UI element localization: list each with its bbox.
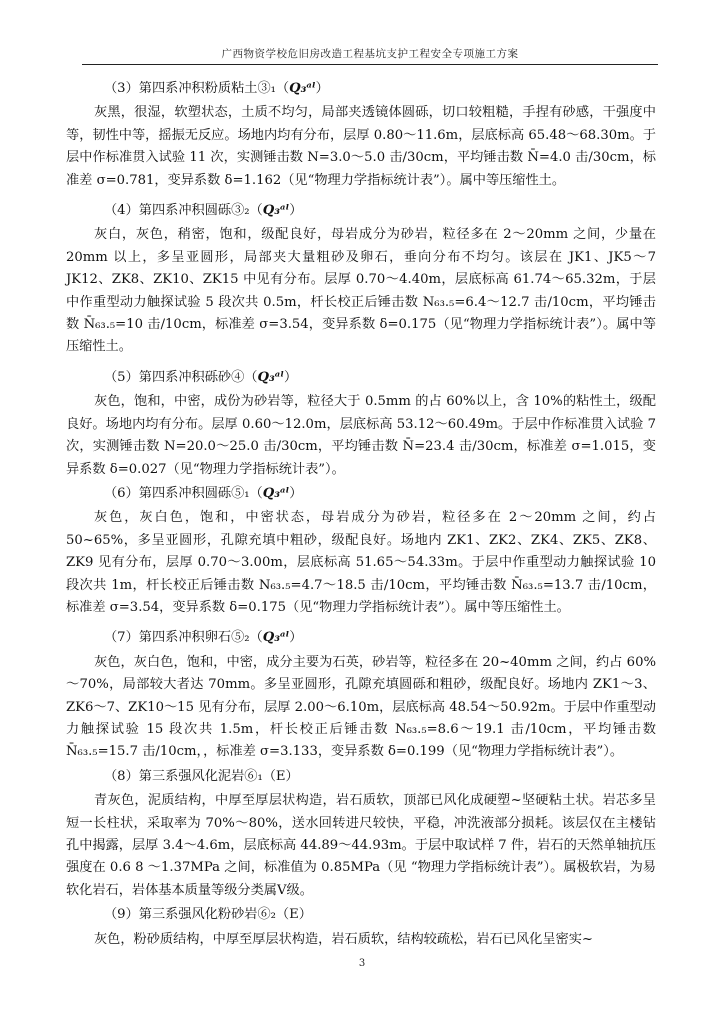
section-heading-7: （7）第四系冲积卵石⑤₂（Q₃ᵃˡ） <box>104 630 303 646</box>
section-paragraph-8: 青灰色，泥质结构，中厚至厚层状构造，岩石质软，顶部已风化成硬塑~坚硬粘土状。岩芯多呈短一长柱状，采取率为 70%～80%，送水回转进尺较快，平稳，冲洗液部分损耗。该层仅在主楼钻孔中揭露，层厚 3.4～4.6m，层底标高 44.89～44.93m。于层中取试样 7 件，岩石的天然单轴抗压强度在 0.6 8 ～1.37MPa 之间，标准值为 0.85MPa（见 “物理力学指标统计表”）。属极软岩，为易软化岩石，岩体基本质量等级分类属Ⅴ级。 <box>66 793 656 898</box>
geologic-symbol: Q₃ᵃˡ <box>289 81 316 96</box>
section-paragraph-7: 灰色，灰白色，饱和，中密，成分主要为石英，砂岩等，粒径多在 20~40mm 之间，约占 60%～70%，局部较大者达 70mm。多呈亚圆形，孔隙充填圆砾和粗砂，级配良好。场地内 ZK1～3、ZK6～7、ZK10～15 见有分布，层厚 2.00～6.10m，层底标高 48.54～50.92m。于层中作重型动力触探试验 15 段次共 1.5m，杆长校正后锤击数 N₆₃.₅=8.6～19.1 击/10cm，平均锤击数 N̄₆₃.₅=15.7 击/10cm，，标准差 σ=3.133，变异系数 δ=0.199（见“物理力学指标统计表”）。 <box>66 654 656 760</box>
section-paragraph-5: 灰色，饱和，中密，成份为砂岩等，粒径大于 0.5mm 的占 60%以上，含 10%的粘性土，级配良好。场地内均有分布。层厚 0.60～12.0m，层底标高 53.12～60.49m。于层中作标准贯入试验 7 次，实测锤击数 N=20.0～25.0 击/30cm，平均锤击数 N̄=23.4 击/30cm，标准差 σ=1.015，变异系数 δ=0.027（见“物理力学指标统计表”）。 <box>66 394 656 477</box>
document-body <box>66 76 656 951</box>
section-paragraph-4: 灰白，灰色，稍密，饱和，级配良好，母岩成分为砂岩，粒径多在 2～20mm 之间，少量在 20mm 以上，多呈亚圆形，局部夹大量粗砂及卵石，垂向分布不均匀。该层在 JK1、JK5～7 JK12、ZK8、ZK10、ZK15 中见有分布。层厚 0.70～4.40m，层底标高 61.74～65.32m，于层中作重型动力触探试验 5 段次共 0.5m，杆长校正后锤击数 N₆₃.₅=6.4～12.7 击/10cm，平均锤击数 N̄₆₃.₅=10 击/10cm，标准差 σ=3.54，变异系数 δ=0.175（见“物理力学指标统计表”）。属中等压缩性土。 <box>66 227 656 355</box>
page-number: 3 <box>358 958 366 969</box>
section-paragraph-9: 灰色，粉砂质结构，中厚至厚层状构造，岩石质软，结构较疏松，岩石已风化呈密实~ <box>94 931 593 947</box>
header-rule <box>82 64 658 65</box>
section-heading-5: （5）第四系冲积砾砂④（Q₃ᵃˡ） <box>104 369 298 385</box>
section-heading-8: （8）第三系强风化泥岩⑥₁（E） <box>104 768 299 784</box>
section-heading-6: （6）第四系冲积圆砾⑤₁（Q₃ᵃˡ） <box>104 485 303 501</box>
geologic-symbol: Q₃ᵃˡ <box>262 630 290 646</box>
geologic-symbol: Q₃ᵃˡ <box>262 203 290 219</box>
geologic-symbol: Q₃ᵃˡ <box>262 485 290 501</box>
section-heading-9: （9）第三系强风化粉砂岩⑥₂（E） <box>104 907 312 923</box>
section-paragraph-3: 灰黑，很湿，软塑状态，土质不均匀，局部夹透镜体圆砾，切口较粗糙，手捏有砂感，干强度中等，韧性中等，摇振无反应。场地内均有分布，层厚 0.80～11.6m，层底标高 65.48～68.30m。于层中作标准贯入试验 11 次，实测锤击数 N=3.0～5.0 击/30cm，平均锤击数 N̄=4.0 击/30cm，标准差 σ=0.781，变异系数 δ=1.162（见“物理力学指标统计表”）。属中等压缩性土。 <box>66 105 656 188</box>
section-paragraph-6: 灰色，灰白色，饱和，中密状态，母岩成分为砂岩，粒径多在 2～20mm 之间，约占 50~65%，多呈亚圆形，孔隙充填中粗砂，级配良好。场地内 ZK1、ZK2、ZK4、ZK5、ZK8、ZK9 见有分布，层厚 0.70～3.00m，层底标高 51.65～54.33m。于层中作重型动力触探试验 10 段次共 1m，杆长校正后锤击数 N₆₃.₅=4.7～18.5 击/10cm，平均锤击数 N̄₆₃.₅=13.7 击/10cm，标准差 σ=3.54，变异系数 δ=0.175（见“物理力学指标统计表”）。属中等压缩性土。 <box>66 510 656 615</box>
page-header: 广西物资学校危旧房改造工程基坑支护工程安全专项施工方案 <box>221 48 519 60</box>
geologic-symbol: Q₃ᵃˡ <box>257 369 284 385</box>
section-heading-3: （3）第四系冲积粉质粘土③₁（Q₃ᵃˡ） <box>104 81 329 96</box>
section-heading-4: （4）第四系冲积圆砾③₂（Q₃ᵃˡ） <box>104 203 303 219</box>
